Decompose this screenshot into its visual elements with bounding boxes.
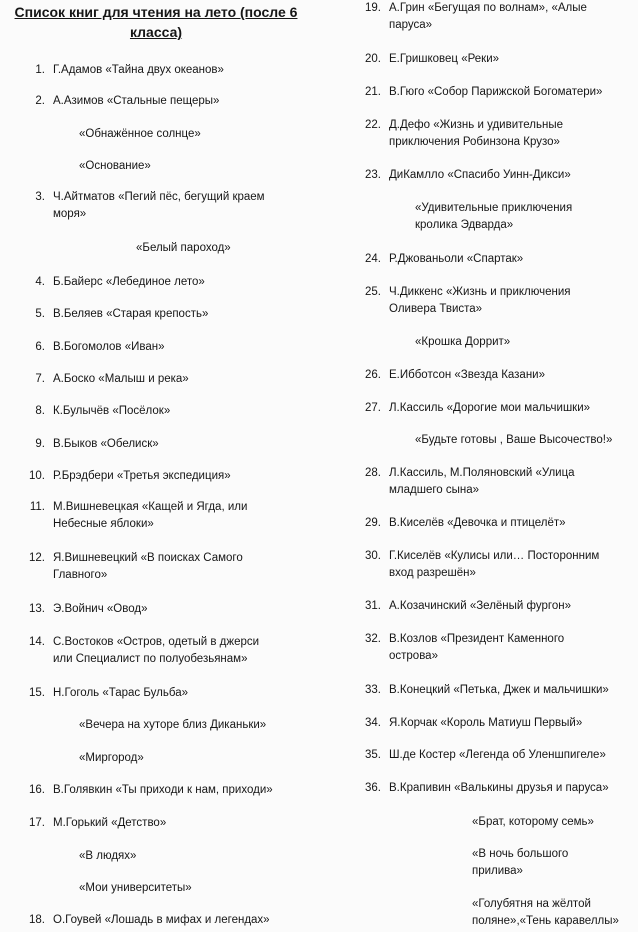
item-number: 10. (29, 470, 45, 482)
list-item-24 (365, 251, 524, 268)
list-item-1 (35, 62, 224, 79)
sub-title-line: «Крошка Доррит» (415, 336, 511, 348)
item-number: 3. (35, 191, 45, 203)
item-text: ДиКамлло «Спасибо Уинн-Дикси» (389, 169, 571, 181)
item-text: В.Гюго «Собор Парижской Богоматери» (389, 86, 603, 98)
item-number: 24. (365, 253, 381, 265)
item-text: Д.Дефо «Жизнь и удивительные (389, 119, 563, 131)
item-number: 18. (29, 914, 45, 926)
list-item-8 (35, 403, 171, 420)
item-number: 11. (29, 501, 45, 513)
item-text: Е.Ибботсон «Звезда Казани» (389, 369, 545, 381)
sub-title: «Миргород» (79, 752, 144, 764)
item-number: 35. (365, 749, 381, 761)
item-text: младшего сына» (389, 484, 480, 496)
item-number: 15. (29, 687, 45, 699)
item-number: 27. (365, 402, 381, 414)
item-text: Б.Байерс «Лебединое лето» (53, 276, 205, 288)
list-item-22 (365, 117, 563, 151)
item-text: М.Горький «Детство» (53, 817, 167, 829)
item-text: приключения Робинзона Крузо» (389, 136, 560, 148)
item-text: А.Боско «Малыш и река» (53, 373, 189, 385)
list-item-25 (365, 284, 571, 318)
item-number: 13. (29, 603, 45, 615)
item-text: Оливера Твиста» (389, 303, 483, 315)
sub-title: «Обнажённое солнце» (79, 128, 201, 140)
item-text: В.Козлов «Президент Каменного (389, 633, 565, 645)
item-number: 16. (29, 784, 45, 796)
list-item-6 (35, 339, 165, 356)
item-text: В.Богомолов «Иван» (53, 341, 165, 353)
item-number: 23. (365, 169, 381, 181)
sub-title-line: «Брат, которому семь» (472, 816, 594, 828)
list-item-2 (35, 93, 220, 110)
list-item-35 (365, 747, 606, 764)
list-item-16 (29, 782, 273, 799)
item-number: 21. (365, 86, 381, 98)
sub-title (472, 896, 619, 930)
item-number: 33. (365, 684, 381, 696)
item-number: 12. (29, 552, 45, 564)
item-number: 9. (35, 438, 45, 450)
item-text: Небесные яблоки» (53, 518, 154, 530)
item-number: 5. (35, 308, 45, 320)
item-text: Главного» (53, 569, 108, 581)
item-text: моря» (53, 208, 87, 220)
sub-title: «В людях» (79, 850, 137, 862)
item-text: Я.Вишневецкий «В поисках Самого (53, 552, 243, 564)
item-text: А.Азимов «Стальные пещеры» (53, 95, 220, 107)
item-text: В.Быков «Обелиск» (53, 438, 159, 450)
sub-title-line: прилива» (472, 865, 523, 877)
list-item-29 (365, 515, 566, 532)
item-number: 25. (365, 286, 381, 298)
list-item-20 (365, 51, 500, 68)
sub-title-line: «В ночь большого (472, 848, 569, 860)
item-number: 14. (29, 636, 45, 648)
list-item-4 (35, 274, 205, 291)
list-item-21 (365, 84, 603, 101)
list-item-32 (365, 631, 565, 665)
item-text: Р.Джованьоли «Спартак» (389, 253, 524, 265)
item-text: Г.Киселёв «Кулисы или… Посторонним (389, 550, 600, 562)
item-number: 31. (365, 600, 381, 612)
item-number: 32. (365, 633, 381, 645)
list-item-30 (365, 548, 600, 582)
item-number: 7. (35, 373, 45, 385)
list-item-17 (29, 815, 167, 832)
list-item-27 (365, 400, 591, 417)
sub-title (415, 200, 572, 234)
item-text: Г.Адамов «Тайна двух океанов» (53, 64, 224, 76)
item-text: вход разрешён» (389, 567, 476, 579)
list-item-11 (29, 499, 248, 533)
title-line-1: Список книг для чтения на лето (после 6 (14, 4, 298, 20)
sub-title-line: «Будьте готовы , Ваше Высочество!» (415, 434, 613, 446)
item-text: В.Конецкий «Петька, Джек и мальчишки» (389, 684, 609, 696)
item-text: паруса» (389, 19, 433, 31)
list-item-12 (29, 550, 243, 584)
sub-title (415, 334, 510, 351)
list-item-7 (35, 371, 189, 388)
item-number: 17. (29, 817, 45, 829)
item-number: 34. (365, 717, 381, 729)
item-text: С.Востоков «Остров, одетый в джерси (53, 636, 260, 648)
item-number: 2. (35, 95, 45, 107)
item-text: В.Беляев «Старая крепость» (53, 308, 209, 320)
item-text: Ч.Айтматов «Пегий пёс, бегущий краем (53, 191, 265, 203)
sub-title: «Вечера на хуторе близ Диканьки» (79, 719, 267, 731)
sub-title (472, 846, 568, 880)
item-text: Ш.де Костер «Легенда об Уленшпигеле» (389, 749, 606, 761)
item-text: Э.Войнич «Овод» (53, 603, 148, 615)
list-item-19 (365, 0, 587, 34)
item-number: 19. (365, 2, 381, 14)
item-text: Л.Кассиль, М.Поляновский «Улица (389, 467, 575, 479)
page-title (6, 2, 306, 42)
list-item-34 (365, 715, 583, 732)
list-item-13 (29, 601, 148, 618)
item-text: В.Голявкин «Ты приходи к нам, приходи» (53, 784, 273, 796)
item-text: А.Козачинский «Зелёный фургон» (389, 600, 571, 612)
item-number: 8. (35, 405, 45, 417)
item-number: 22. (365, 119, 381, 131)
list-item-23 (365, 167, 571, 184)
list-item-18 (29, 912, 270, 929)
list-item-28 (365, 465, 575, 499)
item-number: 28. (365, 467, 381, 479)
item-number: 26. (365, 369, 381, 381)
item-number: 29. (365, 517, 381, 529)
item-text: острова» (389, 650, 438, 662)
item-number: 30. (365, 550, 381, 562)
sub-title-line: поляне»,«Тень каравеллы» (472, 915, 619, 927)
list-item-15 (29, 685, 188, 702)
item-text: Л.Кассиль «Дорогие мои мальчишки» (389, 402, 591, 414)
item-text: В.Крапивин «Валькины друзья и паруса» (389, 782, 609, 794)
item-text: или Специалист по полуобезьянам» (53, 653, 248, 665)
item-text: А.Грин «Бегущая по волнам», «Алые (389, 2, 587, 14)
item-number: 4. (35, 276, 45, 288)
item-text: М.Вишневецкая «Кащей и Ягда, или (53, 501, 248, 513)
list-item-14 (29, 634, 260, 668)
list-item-31 (365, 598, 571, 615)
sub-title: «Мои университеты» (79, 882, 192, 894)
item-text: К.Булычёв «Посёлок» (53, 405, 171, 417)
sub-title-line: «Голубятня на жёлтой (472, 898, 591, 910)
item-text: В.Киселёв «Девочка и птицелёт» (389, 517, 566, 529)
list-item-9 (35, 436, 159, 453)
item-text: Е.Гришковец «Реки» (389, 53, 500, 65)
item-text: Ч.Диккенс «Жизнь и приключения (389, 286, 571, 298)
title-line-2: класса) (129, 24, 183, 40)
sub-title: «Белый пароход» (136, 242, 231, 254)
sub-title (472, 814, 594, 831)
list-item-3 (35, 189, 265, 223)
item-number: 1. (35, 64, 45, 76)
list-item-26 (365, 367, 545, 384)
item-number: 20. (365, 53, 381, 65)
item-text: Н.Гоголь «Тарас Бульба» (53, 687, 188, 699)
sub-title-line: «Удивительные приключения (415, 202, 573, 214)
item-text: О.Гоувей «Лошадь в мифах и легендах» (53, 914, 270, 926)
sub-title-line: кролика Эдварда» (415, 219, 514, 231)
item-text: Я.Корчак «Король Матиуш Первый» (389, 717, 583, 729)
item-text: Р.Брэдбери «Третья экспедиция» (53, 470, 231, 482)
list-item-36 (365, 780, 609, 797)
sub-title (415, 432, 612, 449)
item-number: 6. (35, 341, 45, 353)
sub-title: «Основание» (79, 160, 151, 172)
list-item-33 (365, 682, 609, 699)
item-number: 36. (365, 782, 381, 794)
list-item-10 (29, 468, 231, 485)
list-item-5 (35, 306, 209, 323)
